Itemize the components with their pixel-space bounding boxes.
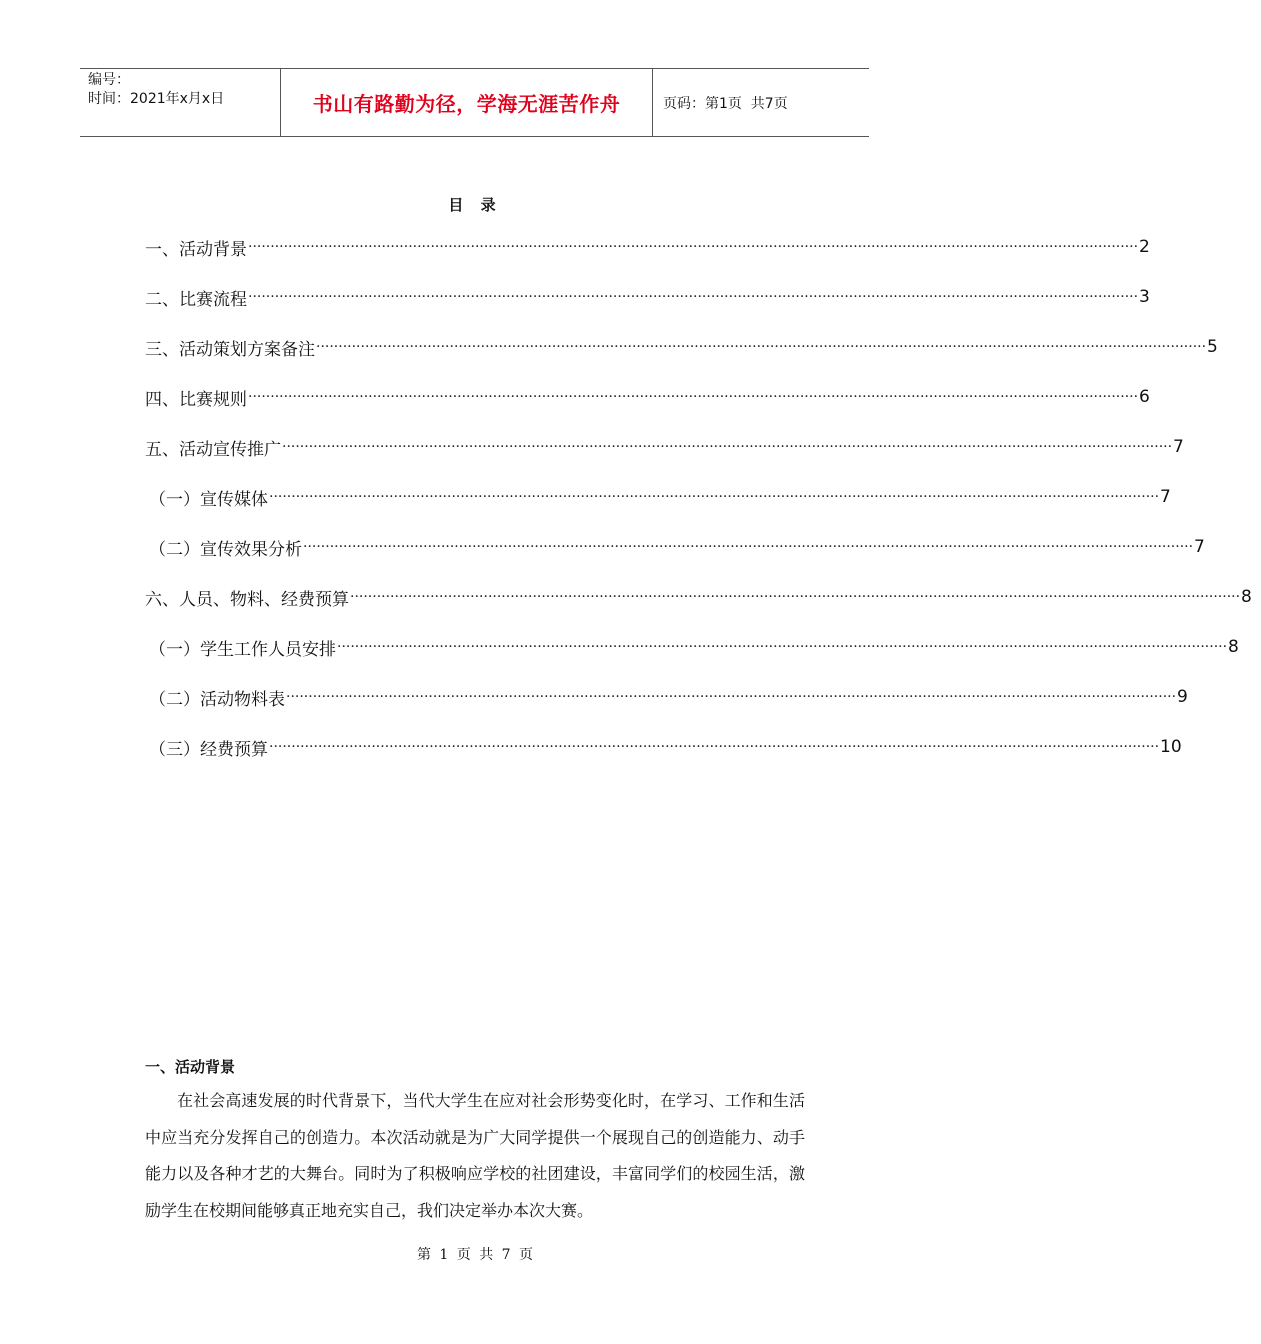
document-date: 时间：2021年x月x日: [88, 91, 225, 107]
toc-entry-label: （三）经费预算: [149, 739, 268, 760]
toc-entry-label: 一、活动背景: [145, 239, 247, 260]
toc-entry-page: 9: [1177, 687, 1188, 707]
toc-leader-dots: ········································································································································································································: [337, 638, 1228, 655]
toc-leader-dots: ········································································································································································································: [303, 538, 1194, 555]
toc-entry-label: （一）学生工作人员安排: [149, 639, 336, 660]
toc-entry-label: 五、活动宣传推广: [145, 439, 281, 460]
toc-entry[interactable]: [145, 372, 1150, 422]
toc-entry-label: （二）活动物料表: [149, 689, 285, 710]
toc-entry[interactable]: [145, 422, 1184, 472]
toc-entry[interactable]: [145, 272, 1150, 322]
toc-leader-dots: ········································································································································································································: [248, 388, 1139, 405]
header-motto-cell: [280, 69, 653, 136]
section-heading: 一、活动背景: [145, 1058, 236, 1076]
toc-entry[interactable]: [145, 222, 1150, 272]
page-footer: 第 1 页 共 7 页: [416, 1247, 534, 1263]
header-meta: [80, 69, 280, 136]
header-page-info-cell: [653, 69, 869, 136]
toc-entry[interactable]: [145, 322, 1218, 372]
document-header: [80, 68, 869, 137]
toc-entry-page: 7: [1173, 437, 1184, 457]
toc-leader-dots: ········································································································································································································: [282, 438, 1173, 455]
section-paragraph: 在社会高速发展的时代背景下，当代大学生在应对社会形势变化时，在学习、工作和生活中应当充分发挥自己的创造力。本次活动就是为广大同学提供一个展现自己的创造能力、动手能力以及各种才艺的大舞台。同时为了积极响应学校的社团建设，丰富同学们的校园生活，激励学生在校期间能够真正地充实自己，我们决定举办本次大赛。: [145, 1091, 805, 1220]
toc-entry-label: （一）宣传媒体: [149, 489, 268, 510]
header-page-info: 页码：第1页 共7页: [663, 95, 788, 112]
toc-entry-label: 二、比赛流程: [145, 289, 247, 310]
toc-entry-page: 2: [1139, 237, 1150, 257]
toc-leader-dots: ········································································································································································································: [248, 238, 1139, 255]
toc-subentry[interactable]: [145, 522, 1205, 572]
toc-entry-page: 7: [1194, 537, 1205, 557]
toc-entry[interactable]: [145, 572, 1252, 622]
toc-leader-dots: ········································································································································································································: [269, 738, 1160, 755]
toc-entry-label: 六、人员、物料、经费预算: [145, 589, 349, 610]
toc-entry-page: 8: [1228, 637, 1239, 657]
toc-subentry[interactable]: [145, 472, 1171, 522]
toc-leader-dots: ········································································································································································································: [286, 688, 1177, 705]
toc-entry-page: 3: [1139, 287, 1150, 307]
document-number-label: 编号：: [88, 72, 130, 88]
toc-subentry[interactable]: [145, 622, 1239, 672]
toc-subentry[interactable]: [145, 672, 1188, 722]
toc-leader-dots: ········································································································································································································: [248, 288, 1139, 305]
toc-entry-page: 5: [1207, 337, 1218, 357]
toc-subentry[interactable]: [145, 722, 1182, 772]
header-motto: 书山有路勤为径，学海无涯苦作舟: [312, 92, 621, 116]
toc-entry-page: 7: [1160, 487, 1171, 507]
toc-entry-label: 三、活动策划方案备注: [145, 339, 315, 360]
toc-title: 目 录: [448, 196, 502, 214]
toc-leader-dots: ········································································································································································································: [269, 488, 1160, 505]
toc-entry-label: （二）宣传效果分析: [149, 539, 302, 560]
toc-entry-page: 8: [1241, 587, 1252, 607]
toc-entry-page: 6: [1139, 387, 1150, 407]
toc-entry-page: 10: [1160, 737, 1182, 757]
toc-leader-dots: ········································································································································································································: [316, 338, 1207, 355]
toc-entry-label: 四、比赛规则: [145, 389, 247, 410]
table-of-contents: [145, 222, 1252, 772]
toc-leader-dots: ········································································································································································································: [350, 588, 1241, 605]
